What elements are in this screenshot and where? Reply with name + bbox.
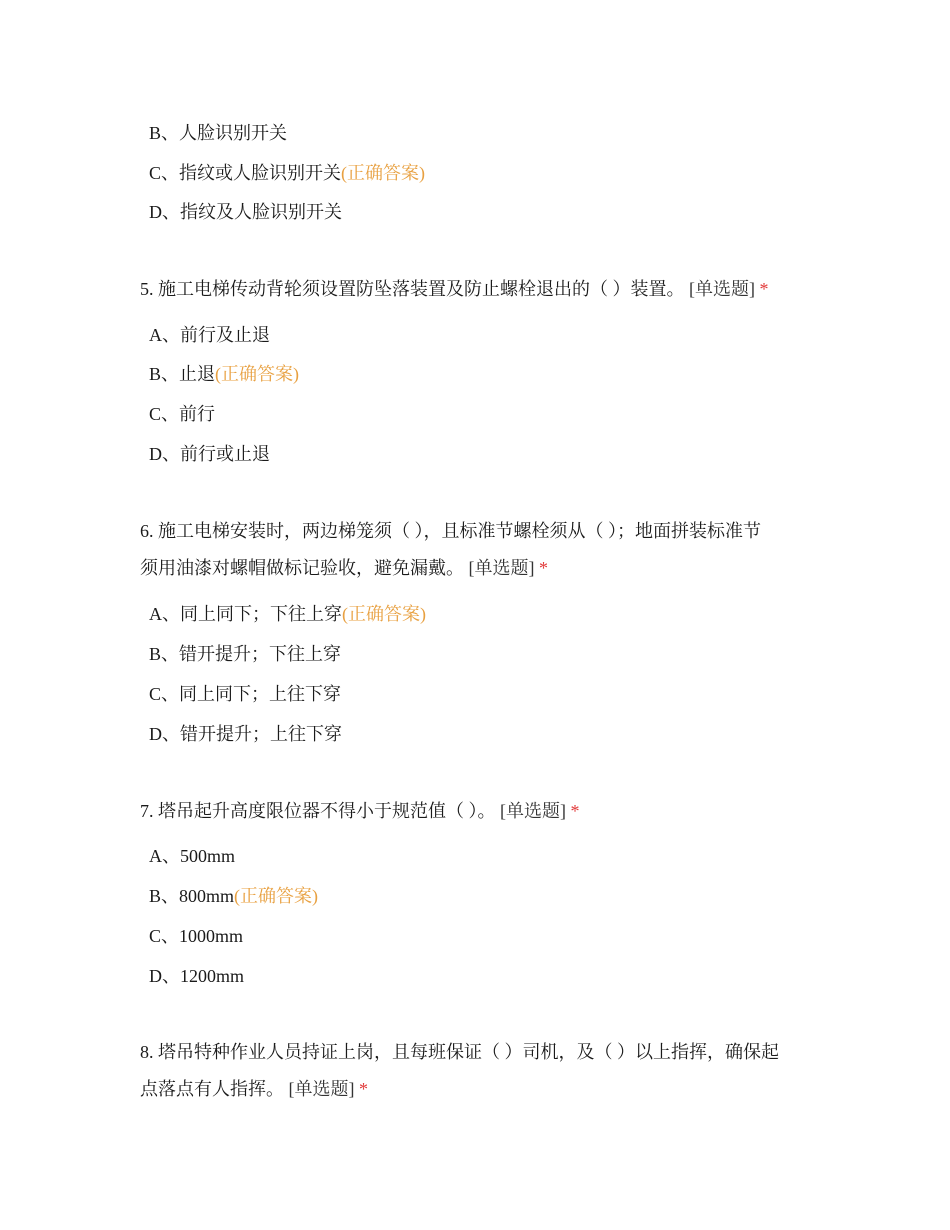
question-type-tag: [单选题]: [500, 801, 566, 821]
option-label: A、同上同下；下往上穿: [149, 604, 342, 624]
required-mark: *: [539, 558, 548, 578]
question-text: 7. 塔吊起升高度限位器不得小于规范值（ ）。: [140, 801, 496, 821]
option-label: C、1000mm: [149, 926, 244, 946]
q7-option-c[interactable]: [149, 924, 243, 948]
correct-answer-mark: (正确答案): [215, 364, 300, 384]
option-label: C、同上同下；上往下穿: [149, 684, 342, 704]
option-label: D、错开提升；上往下穿: [149, 724, 342, 744]
question-text-line: [140, 513, 820, 550]
q5-option-c[interactable]: [149, 402, 215, 426]
question-text: 5. 施工电梯传动背轮须设置防坠落装置及防止螺栓退出的（ ）装置。: [140, 279, 685, 299]
option-label: A、500mm: [149, 846, 236, 866]
question-type-tag: [单选题]: [689, 279, 755, 299]
question-text-line: [140, 1034, 820, 1071]
required-mark: *: [359, 1079, 368, 1099]
q5-option-a[interactable]: [149, 323, 270, 347]
q7-option-d[interactable]: [149, 964, 244, 988]
question-type-tag: [单选题]: [468, 558, 535, 578]
option-label: C、指纹或人脸识别开关: [149, 163, 342, 183]
question-8: [140, 1034, 820, 1108]
correct-answer-mark: (正确答案): [341, 163, 426, 183]
question-7: [140, 793, 820, 830]
question-text: 8. 塔吊特种作业人员持证上岗，且每班保证（ ）司机，及（ ）以上指挥，确保起: [140, 1042, 779, 1062]
q6-option-c[interactable]: [149, 682, 341, 706]
question-5: [140, 271, 820, 308]
question-6: [140, 513, 820, 587]
q6-option-b[interactable]: [149, 642, 341, 666]
question-type-tag: [单选题]: [288, 1079, 355, 1099]
question-text-line: [140, 793, 820, 830]
q7-option-b[interactable]: [149, 884, 318, 908]
question-text: 须用油漆对螺帽做标记验收，避免漏戴。: [140, 558, 464, 578]
option-label: B、错开提升；下往上穿: [149, 644, 342, 664]
question-text-line: [140, 271, 820, 308]
q7-option-a[interactable]: [149, 844, 235, 868]
option-label: C、前行: [149, 404, 216, 424]
correct-answer-mark: (正确答案): [342, 604, 426, 624]
q6-option-a[interactable]: [149, 602, 426, 626]
option-label: B、止退: [149, 364, 216, 384]
question-text-line: [140, 1071, 820, 1108]
q4-option-d[interactable]: [149, 200, 342, 224]
q4-option-c[interactable]: [149, 161, 425, 185]
question-text: 6. 施工电梯安装时，两边梯笼须（ ），且标准节螺栓须从（ ）；地面拼装标准节: [140, 521, 761, 541]
option-label: D、1200mm: [149, 966, 245, 986]
required-mark: *: [570, 801, 580, 821]
correct-answer-mark: (正确答案): [234, 886, 319, 906]
option-label: A、前行及止退: [149, 325, 270, 345]
q5-option-b[interactable]: [149, 362, 299, 386]
q6-option-d[interactable]: [149, 722, 342, 746]
q4-option-b[interactable]: [149, 121, 287, 145]
option-label: D、前行或止退: [149, 444, 270, 464]
required-mark: *: [759, 279, 769, 299]
question-text: 点落点有人指挥。: [140, 1079, 284, 1099]
q5-option-d[interactable]: [149, 442, 270, 466]
option-label: D、指纹及人脸识别开关: [149, 202, 342, 222]
option-label: B、人脸识别开关: [149, 123, 288, 143]
option-label: B、800mm: [149, 886, 235, 906]
question-text-line: [140, 550, 820, 587]
